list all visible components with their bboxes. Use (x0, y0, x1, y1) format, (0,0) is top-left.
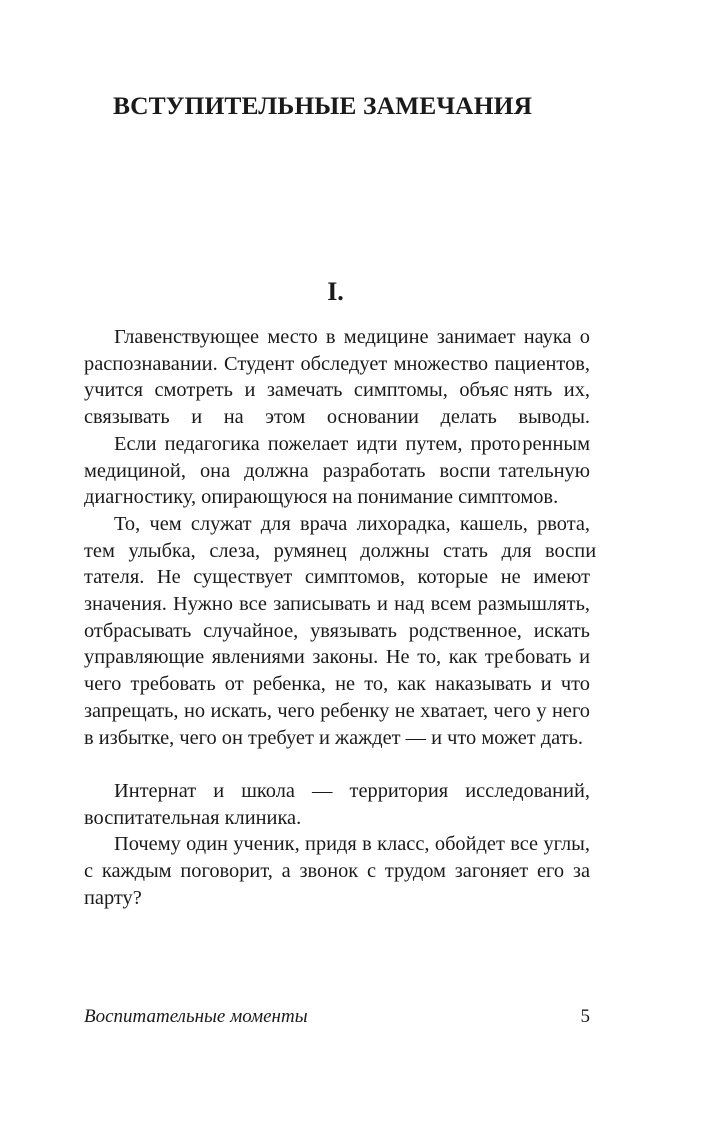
page-number: 5 (580, 1006, 590, 1027)
text-line: о распознавании. Студент обследует множество паци (84, 326, 590, 375)
text-line: тателя. Не существует симптомов, которые не имеют (84, 566, 590, 589)
text-line: Почему один ученик, придя в класс, обойдет все (114, 833, 539, 856)
text-line: чего у него в избытке, чего он требует и жаждет — и что (84, 699, 590, 749)
text-line: искать управляющие явлениями законы. Не то, как тре (84, 619, 590, 669)
paragraph-2 (84, 431, 590, 511)
running-title: Воспитательные моменты (84, 1006, 308, 1027)
paragraph-1 (84, 324, 590, 431)
text-line: ренным медициной, она должна разработать воспи (84, 432, 590, 482)
text-line: может дать. (481, 726, 584, 749)
text-line: значения. Нужно все записывать и над всем размыш (84, 593, 547, 616)
section-number: I. (327, 277, 344, 306)
text-line: Интернат и школа — территория исследований, (114, 779, 590, 802)
text-line: нять их, связывать и на этом основании делать выводы. (84, 379, 590, 429)
text-line: Главенствующее место в медицине занимает наука (114, 326, 572, 348)
text-line: То, чем служат для врача лихорадка, кашель, рвота, (114, 512, 590, 535)
text-line: углы, с каждым поговорит, а звонок с трудом загоняет (84, 833, 590, 883)
text-line: бовать и чего требовать от ребенка, не то, как наказывать (84, 646, 590, 696)
paragraph-gap (84, 751, 590, 778)
text-line: и что запрещать, но искать, чего ребенку не хватает, (84, 673, 590, 722)
text-line: лять, отбрасывать случайное, увязывать родственное, (84, 593, 590, 642)
text-line: Если педагогика пожелает идти путем, прото (114, 432, 521, 455)
text-line: воспитательная клиника. (84, 806, 302, 829)
text-line: симптомов. (458, 486, 559, 509)
paragraph-4 (84, 778, 590, 831)
paragraph-5 (84, 831, 590, 911)
paragraph-3 (84, 511, 597, 751)
text-line: его за парту? (84, 860, 590, 909)
page-title: ВСТУПИТЕЛЬНЫЕ ЗАМЕЧАНИЯ (113, 91, 533, 120)
body-text (84, 324, 597, 911)
text-line: ентов, учится смотреть и замечать симптомы, объяс (84, 352, 590, 402)
text-line: тем улыбка, слеза, румянец должны стать для воспи (84, 539, 597, 562)
text-line: тательную диагностику, опирающуюся на понимание (84, 459, 590, 509)
